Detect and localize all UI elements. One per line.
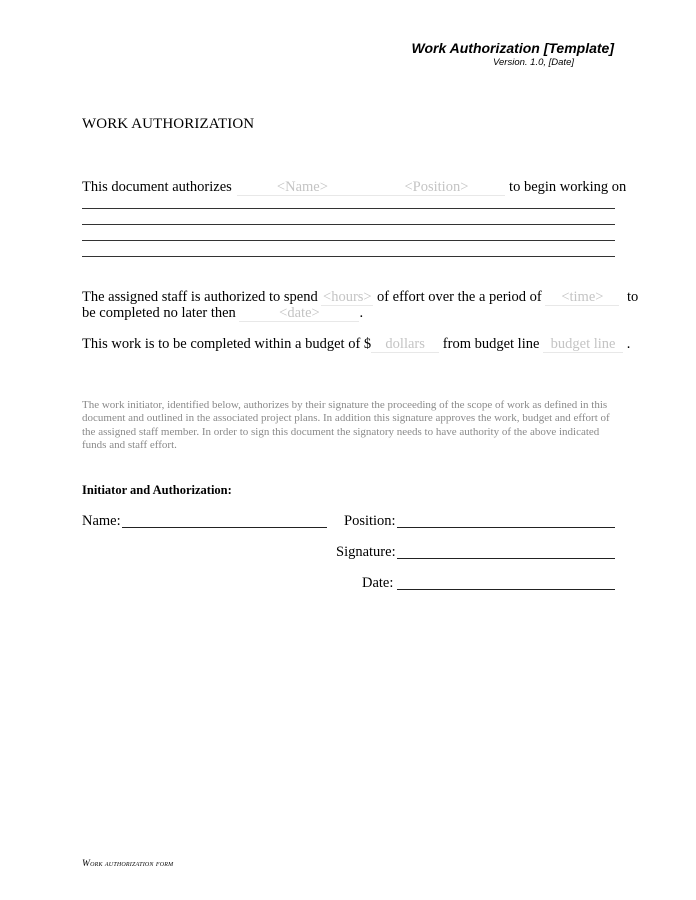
time-field[interactable]: <time> [545,290,619,306]
page-footer [82,859,173,869]
document-header-title: Work Authorization [Template] [411,40,614,56]
name-field[interactable]: <Name> [237,180,367,196]
document-version: Version. 1.0, [Date] [493,57,574,68]
work-description-line-3[interactable] [82,240,615,241]
signature-label: Signature: [336,544,396,560]
effort-text-4: be completed no later then [82,305,236,321]
effort-sentence-line-1 [82,289,638,306]
footer-initial: W [82,859,91,869]
authorization-sentence [82,179,626,196]
effort-text-1: The assigned staff is authorized to spend [82,289,318,305]
name-signature-line[interactable] [122,527,327,528]
position-field[interactable]: <Position> [367,180,505,196]
date-signature-line[interactable] [397,589,615,590]
signature-section-heading: Initiator and Authorization: [82,483,232,497]
work-description-line-1[interactable] [82,208,615,209]
effort-sentence-line-2 [82,305,363,322]
hours-field[interactable]: <hours> [323,289,372,305]
effort-period: . [359,305,364,321]
name-label: Name: [82,513,121,529]
budget-text-2: from budget line [442,336,540,352]
position-signature-line[interactable] [397,527,615,528]
position-label: Position: [344,513,396,529]
work-description-line-2[interactable] [82,224,615,225]
work-description-line-4[interactable] [82,256,615,257]
footer-text: ork authorization form [90,859,174,868]
budget-text-1: This work is to be completed within a budget of $ [82,336,372,352]
date-field[interactable]: <date> [239,306,359,322]
dollars-field[interactable]: dollars [371,337,439,353]
budget-line-field[interactable]: budget line [543,337,623,353]
budget-period: . [626,336,631,352]
date-label: Date: [362,575,394,591]
authorize-prefix: This document authorizes [82,179,232,195]
authorize-suffix: to begin working on [509,179,627,195]
page-title: WORK AUTHORIZATION [82,116,255,132]
signature-line[interactable] [397,558,615,559]
effort-text-2: of effort over the a period of [376,289,542,305]
budget-sentence [82,336,630,353]
authorization-note: The work initiator, identified below, authorizes by their signature the proceeding of the scope of work as defined in this document and outlined in the associated project plans. In addition this signature approves the work, budget and effort of the assigned staff member. In order to sign this document the signatory needs to have authority of the above indicated funds and staff effort. [82,399,610,451]
effort-text-3: to [627,289,639,305]
